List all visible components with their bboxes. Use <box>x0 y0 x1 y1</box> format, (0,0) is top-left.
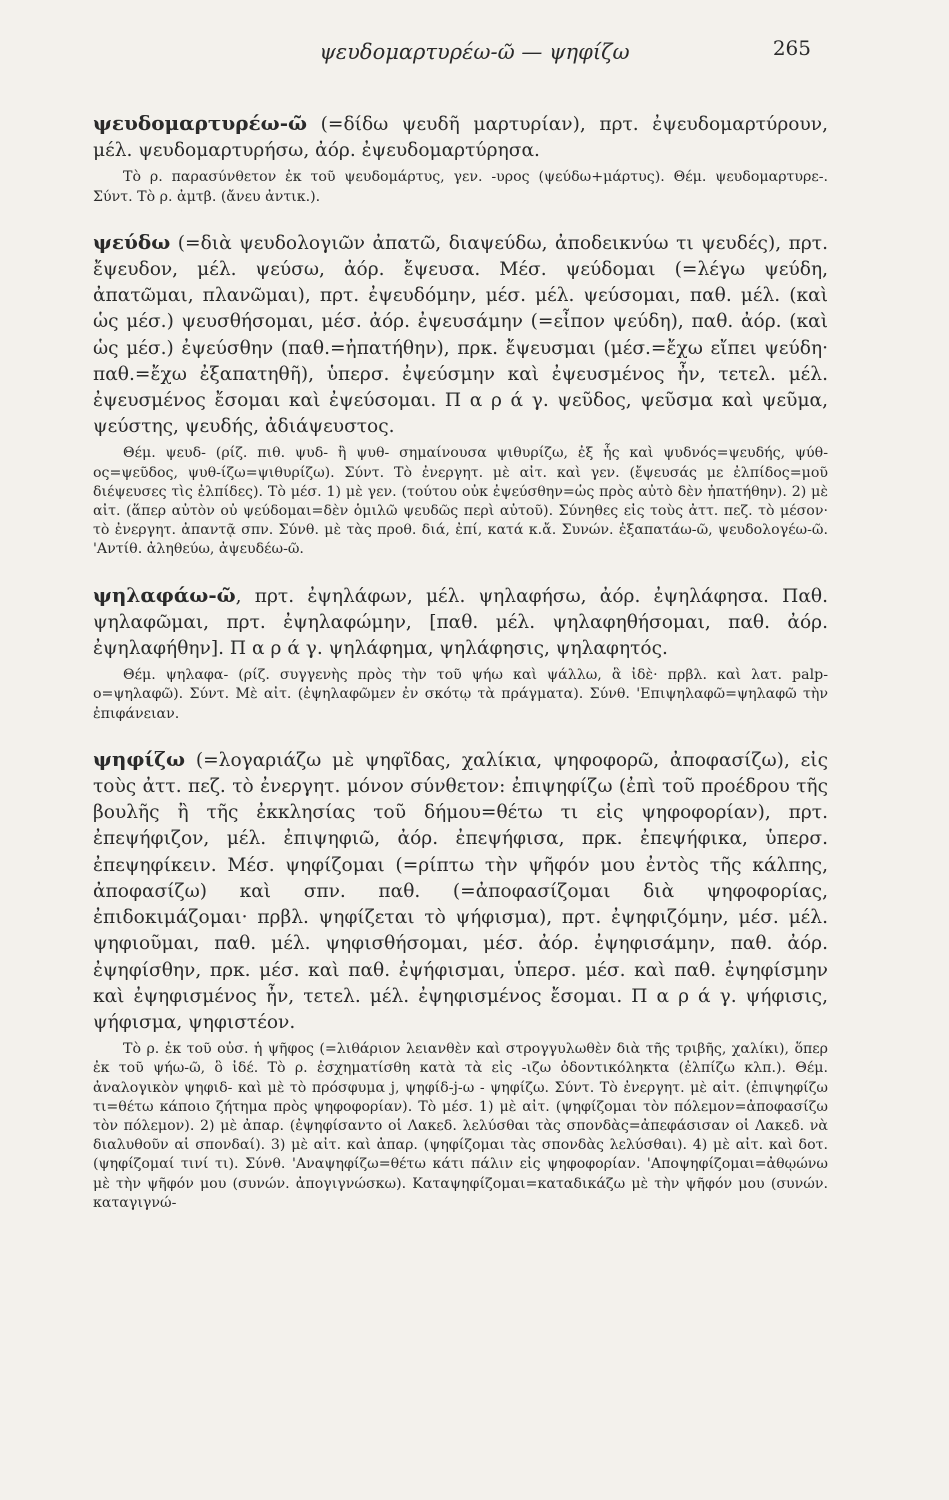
dictionary-entry <box>93 110 828 207</box>
dictionary-entry <box>93 582 828 724</box>
entry-main <box>93 110 828 164</box>
entry-headword: ψευδομαρτυρέω-ῶ <box>93 111 308 135</box>
entry-headword: ψηλαφάω-ῶ <box>93 582 236 607</box>
entry-text: , πρτ. ἐψηλάφων, μέλ. ψηλαφήσω, ἀόρ. ἐψηλάφησα. Παθ. ψηλαφῶμαι, πρτ. ἐψηλαφώμην, [παθ. μέλ. ψηλαφηθήσομαι, παθ. ἀόρ. ἐψηλαφήθην]. Π α ρ ά γ. ψηλάφημα, ψηλάφησις, ψηλαφητός. <box>93 585 828 660</box>
running-head: ψευδομαρτυρέω-ῶ — ψηφίζω <box>319 40 630 64</box>
entry-headword: ψεύδω <box>93 229 171 254</box>
page-body <box>93 110 828 1235</box>
entry-note: Θέμ. ψευδ- (ρίζ. πιθ. ψυδ- ἢ ψυθ- σημαίνουσα ψιθυρίζω, ἐξ ἧς καὶ ψυδνός=ψευδής, ψύθ-ος=ψεῦδος, ψυθ-ίζω=ψιθυρίζω). Σύντ. Τὸ ἐνεργητ. μὲ αἰτ. καὶ γεν. (ἔψευσάς με ἐλπίδος=μοῦ διέψευσες τὶς ἐλπίδες). Τὸ μέσ. 1) μὲ γεν. (τούτου οὐκ ἐψεύσθην=ὡς πρὸς αὐτὸ δὲν ἠπατήθην). 2) μὲ αἰτ. (ἅπερ αὐτὸν οὐ ψεύδομαι=δὲν ὁμιλῶ ψευδῶς περὶ αὐτοῦ). Σύνηθες εἰς τοὺς ἀττ. πεζ. τὸ μέσον· τὸ ἐνεργητ. ἀπαντᾷ σπν. Σύνθ. μὲ τὰς προθ. διά, ἐπί, κατά κ.ἄ. Συνών. ἐξαπατάω-ῶ, ψευδολογέω-ῶ. 'Αντίθ. ἀληθεύω, ἀψευδέω-ῶ. <box>93 445 828 558</box>
page-header <box>0 36 949 80</box>
entry-text: (=διὰ ψευδολογιῶν ἀπατῶ, διαψεύδω, ἀποδεικνύω τι ψευδές), πρτ. ἔψευδον, μέλ. ψεύσω, ἀόρ. ἔψευσα. Μέσ. ψεύδομαι (=λέγω ψεύδη, ἀπατῶμαι, πλανῶμαι), πρτ. ἐψευδόμην, μέσ. μέλ. ψεύσομαι, παθ. μέλ. (καὶ ὡς μέσ.) ψευσθήσομαι, μέσ. ἀόρ. ἐψευσάμην (=εἶπον ψεύδη), παθ. ἀόρ. (καὶ ὡς μέσ.) ἐψεύσθην (παθ.=ἠπατήθην), πρκ. ἔψευσμαι (μέσ.=ἔχω εἴπει ψεύδη· παθ.=ἔχω ἐξαπατηθῆ), ὑπερσ. ἐψεύσμην καὶ ἐψευσμένος ἦν, τετελ. μέλ. ἐψευσμένος ἔσομαι καὶ ἐψεύσομαι. Π α ρ ά γ. ψεῦδος, ψεῦσμα καὶ ψεῦμα, ψεύστης, ψευδής, ἀδιάψευστος. <box>93 232 828 438</box>
entry-note: Θέμ. ψηλαφα- (ρίζ. συγγενὴς πρὸς τὴν τοῦ ψήω καὶ ψάλλω, ἃ ἰδὲ· πρβλ. καὶ λατ. palp-o=ψηλαφῶ). Σύντ. Μὲ αἰτ. (ἐψηλαφῶμεν ἐν σκότῳ τὰ πράγματα). Σύνθ. 'Επιψηλαφῶ=ψηλαφῶ τὴν ἐπιφάνειαν. <box>93 667 828 722</box>
entry-text: (=δίδω ψευδῆ μαρτυρίαν), πρτ. ἐψευδομαρτύρουν, μέλ. ψευδομαρτυρήσω, ἀόρ. ἐψευδομαρτύρησα. <box>93 114 828 162</box>
entry-headword: ψηφίζω <box>93 746 186 771</box>
entry-main <box>93 229 828 441</box>
entry-note: Τὸ ρ. παρασύνθετον ἐκ τοῦ ψευδομάρτυς, γεν. -υρος (ψεύδω+μάρτυς). Θέμ. ψευδομαρτυρε-. Σύντ. Τὸ ρ. ἀμτβ. (ἄνευ ἀντικ.). <box>93 169 828 205</box>
page-number: 265 <box>772 36 811 60</box>
entry-main <box>93 746 828 1036</box>
entry-note: Τὸ ρ. ἐκ τοῦ οὐσ. ἡ ψῆφος (=λιθάριον λειανθὲν καὶ στρογγυλωθὲν διὰ τῆς τριβῆς, χαλίκι), ὅπερ ἐκ τοῦ ψήω-ῶ, ὃ ἰδέ. Τὸ ρ. ἐσχηματίσθη κατὰ τὰ εἰς -ιζω ὀδοντικόληκτα (ἐλπίζω κλπ.). Θέμ. ἀναλογικὸν ψηφιδ- καὶ μὲ τὸ πρόσφυμα j, ψηφίδ-j-ω - ψηφίζω. Σύντ. Τὸ ἐνεργητ. μὲ αἰτ. (ἐπιψηφίζω τι=θέτω κάποιο ζήτημα πρὸς ψηφοφορίαν). Τὸ μέσ. 1) μὲ αἰτ. (ψηφίζομαι τὸν πόλεμον=ἀποφασίζω τὸν πόλεμον). 2) μὲ ἀπαρ. (ἐψηφίσαντο οἱ Λακεδ. λελύσθαι τὰς σπονδὰς=ἀπεφάσισαν οἱ Λακεδ. νὰ διαλυθοῦν αἱ σπονδαί). 3) μὲ αἰτ. καὶ ἀπαρ. (ψηφίζομαι τὰς σπονδὰς λελύσθαι). 4) μὲ αἰτ. καὶ δοτ. (ψηφίζομαί τινί τι). Σύνθ. 'Αναψηφίζω=θέτω κάτι πάλιν εἰς ψηφοφορίαν. 'Αποψηφίζομαι=ἀθῳώνω μὲ τὴν ψῆφόν μου (συνών. ἀπογιγνώσκω). Καταψηφίζομαι=καταδικάζω μὲ τὴν ψῆφόν μου (συνών. καταγιγνώ- <box>93 1041 828 1211</box>
entry-text: (=λογαριάζω μὲ ψηφῖδας, χαλίκια, ψηφοφορῶ, ἀποφασίζω), εἰς τοὺς ἀττ. πεζ. τὸ ἐνεργητ. μόνον σύνθετον: ἐπιψηφίζω (ἐπὶ τοῦ προέδρου τῆς βουλῆς ἢ τῆς ἐκκλησίας τοῦ δήμου=θέτω τι εἰς ψηφοφορίαν), πρτ. ἐπεψήφιζον, μέλ. ἐπιψηφιῶ, ἀόρ. ἐπεψήφισα, πρκ. ἐπεψήφικα, ὑπερσ. ἐπεψηφίκειν. Μέσ. ψηφίζομαι (=ρίπτω τὴν ψῆφόν μου ἐντὸς τῆς κάλπης, ἀποφασίζω) καὶ σπν. παθ. (=ἀποφασίζομαι διὰ ψηφοφορίας, ἐπιδοκιμάζομαι· πρβλ. ψηφίζεται τὸ ψήφισμα), πρτ. ἐψηφιζόμην, μέσ. μέλ. ψηφιοῦμαι, παθ. μέλ. ψηφισθήσομαι, μέσ. ἀόρ. ἐψηφισάμην, παθ. ἀόρ. ἐψηφίσθην, πρκ. μέσ. καὶ παθ. ἐψήφισμαι, ὑπερσ. μέσ. καὶ παθ. ἐψηφίσμην καὶ ἐψηφισμένος ἦν, τετελ. μέλ. ἐψηφισμένος ἔσομαι. Π α ρ ά γ. ψήφισις, ψήφισμα, ψηφιστέον. <box>93 749 828 1033</box>
entry-main <box>93 582 828 663</box>
dictionary-entry <box>93 229 828 560</box>
dictionary-entry <box>93 746 828 1213</box>
